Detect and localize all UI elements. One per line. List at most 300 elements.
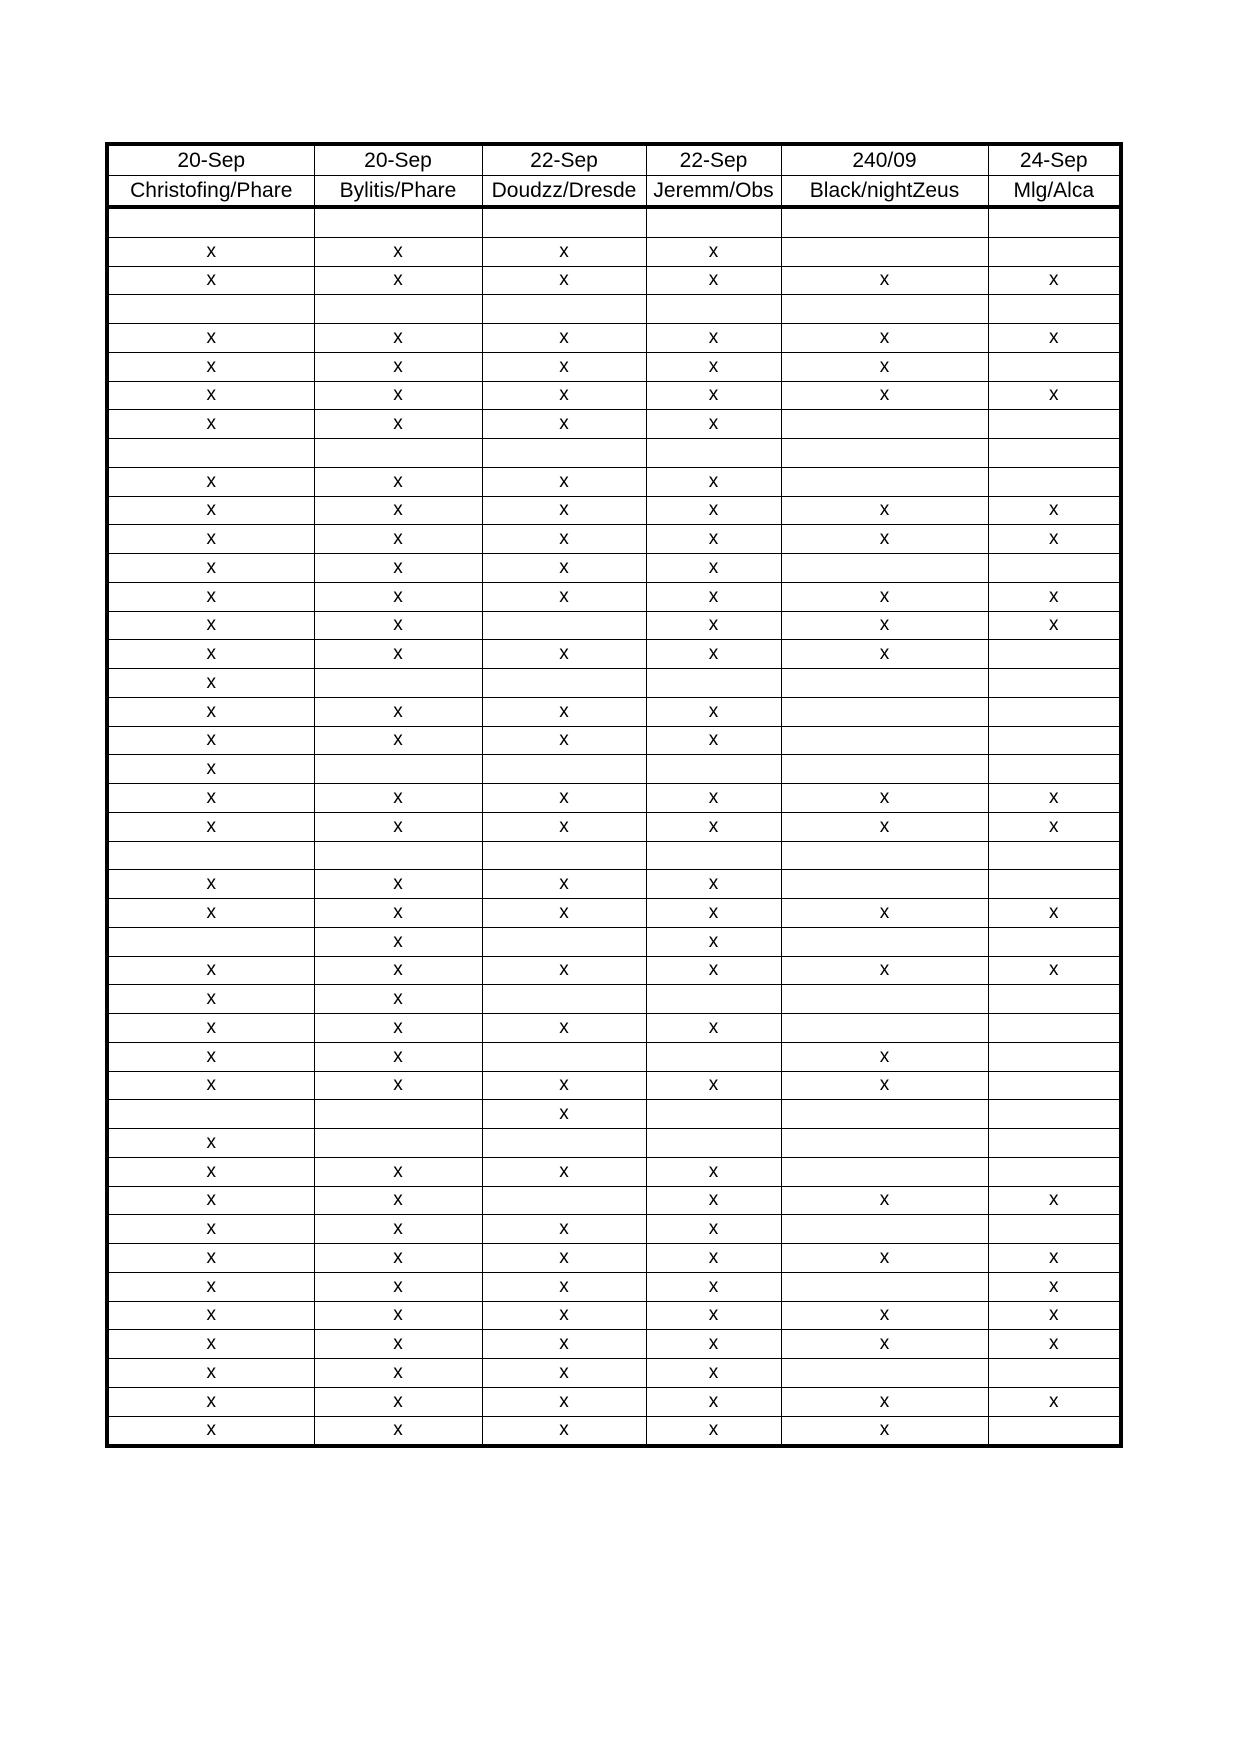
table-cell xyxy=(988,870,1121,899)
table-cell: x xyxy=(107,324,314,353)
table-row xyxy=(107,324,1121,353)
column-name: Bylitis/Phare xyxy=(314,176,482,208)
table-cell: x xyxy=(482,1244,646,1273)
table-cell: x xyxy=(781,1387,988,1416)
table-cell: x xyxy=(107,755,314,784)
column-name: Black/nightZeus xyxy=(781,176,988,208)
table-cell: x xyxy=(107,611,314,640)
table-row xyxy=(107,1330,1121,1359)
table-cell xyxy=(988,985,1121,1014)
table-cell: x xyxy=(314,1157,482,1186)
table-row xyxy=(107,467,1121,496)
table-cell: x xyxy=(646,467,781,496)
table-row xyxy=(107,1416,1121,1446)
table-cell: x xyxy=(781,352,988,381)
table-cell xyxy=(482,927,646,956)
table-cell xyxy=(482,1129,646,1158)
table-row xyxy=(107,352,1121,381)
table-cell: x xyxy=(482,812,646,841)
table-cell: x xyxy=(988,812,1121,841)
table-cell: x xyxy=(482,324,646,353)
table-cell xyxy=(781,207,988,237)
table-cell: x xyxy=(107,1330,314,1359)
table-cell: x xyxy=(107,525,314,554)
table-cell xyxy=(646,1129,781,1158)
column-date: 24-Sep xyxy=(988,144,1121,176)
table-cell: x xyxy=(107,1014,314,1043)
table-cell xyxy=(988,1129,1121,1158)
table-cell xyxy=(781,554,988,583)
table-cell: x xyxy=(988,1272,1121,1301)
table-cell: x xyxy=(646,956,781,985)
table-cell xyxy=(781,1157,988,1186)
table-cell: x xyxy=(107,870,314,899)
table-cell: x xyxy=(781,956,988,985)
table-cell: x xyxy=(781,611,988,640)
table-row xyxy=(107,1215,1121,1244)
table-cell: x xyxy=(482,640,646,669)
table-cell: x xyxy=(482,697,646,726)
table-cell: x xyxy=(988,496,1121,525)
table-cell: x xyxy=(107,784,314,813)
table-cell: x xyxy=(646,1387,781,1416)
table-cell: x xyxy=(781,525,988,554)
table-row xyxy=(107,266,1121,295)
table-cell: x xyxy=(646,1244,781,1273)
table-cell: x xyxy=(314,726,482,755)
table-row xyxy=(107,554,1121,583)
table-cell: x xyxy=(314,1416,482,1446)
table-cell: x xyxy=(107,812,314,841)
table-cell xyxy=(107,1100,314,1129)
table-row xyxy=(107,1359,1121,1388)
table-cell xyxy=(646,1042,781,1071)
table-cell: x xyxy=(646,324,781,353)
table-cell: x xyxy=(646,697,781,726)
table-cell: x xyxy=(781,1071,988,1100)
table-cell: x xyxy=(781,1244,988,1273)
table-cell: x xyxy=(988,784,1121,813)
table-row xyxy=(107,1272,1121,1301)
table-cell: x xyxy=(988,1330,1121,1359)
table-cell: x xyxy=(314,927,482,956)
table-cell: x xyxy=(314,525,482,554)
table-cell: x xyxy=(314,611,482,640)
table-cell: x xyxy=(107,582,314,611)
table-row xyxy=(107,784,1121,813)
table-cell: x xyxy=(107,266,314,295)
table-cell: x xyxy=(646,927,781,956)
table-row xyxy=(107,1157,1121,1186)
table-cell: x xyxy=(646,640,781,669)
table-cell: x xyxy=(107,697,314,726)
table-cell: x xyxy=(781,1042,988,1071)
table-cell: x xyxy=(107,237,314,266)
table-cell xyxy=(482,611,646,640)
table-cell: x xyxy=(781,899,988,928)
table-cell: x xyxy=(482,870,646,899)
table-cell: x xyxy=(314,956,482,985)
table-cell: x xyxy=(314,352,482,381)
table-cell: x xyxy=(314,1071,482,1100)
table-cell xyxy=(107,841,314,870)
table-cell: x xyxy=(646,1301,781,1330)
column-date: 240/09 xyxy=(781,144,988,176)
table-cell xyxy=(482,439,646,468)
table-row xyxy=(107,1244,1121,1273)
table-row xyxy=(107,582,1121,611)
table-cell: x xyxy=(314,1244,482,1273)
table-cell: x xyxy=(314,640,482,669)
table-cell xyxy=(988,1416,1121,1446)
table-cell: x xyxy=(107,554,314,583)
table-row xyxy=(107,410,1121,439)
table-cell xyxy=(988,237,1121,266)
table-cell xyxy=(781,841,988,870)
table-cell: x xyxy=(482,352,646,381)
table-cell xyxy=(781,726,988,755)
column-name: Doudzz/Dresde xyxy=(482,176,646,208)
table-cell: x xyxy=(107,1042,314,1071)
table-cell xyxy=(781,697,988,726)
table-cell xyxy=(781,1100,988,1129)
table-cell: x xyxy=(646,381,781,410)
table-cell: x xyxy=(646,899,781,928)
table-cell: x xyxy=(107,669,314,698)
table-cell: x xyxy=(107,1301,314,1330)
table-cell: x xyxy=(646,870,781,899)
table-cell: x xyxy=(646,1014,781,1043)
table-cell xyxy=(781,1129,988,1158)
attendance-table xyxy=(105,142,1123,1448)
table-cell: x xyxy=(482,381,646,410)
table-cell: x xyxy=(314,1301,482,1330)
table-cell: x xyxy=(107,726,314,755)
table-cell: x xyxy=(988,525,1121,554)
table-cell xyxy=(482,841,646,870)
table-cell: x xyxy=(107,1157,314,1186)
table-cell xyxy=(988,640,1121,669)
table-cell xyxy=(988,352,1121,381)
table-row xyxy=(107,870,1121,899)
table-cell: x xyxy=(781,381,988,410)
table-cell xyxy=(107,439,314,468)
table-cell: x xyxy=(646,1330,781,1359)
table-cell: x xyxy=(107,496,314,525)
table-cell: x xyxy=(314,324,482,353)
table-cell: x xyxy=(314,870,482,899)
table-row xyxy=(107,669,1121,698)
table-cell xyxy=(988,1042,1121,1071)
table-row xyxy=(107,381,1121,410)
table-cell: x xyxy=(482,1301,646,1330)
header-row-names xyxy=(107,176,1121,208)
table-cell: x xyxy=(646,1416,781,1446)
column-date: 20-Sep xyxy=(314,144,482,176)
table-cell: x xyxy=(646,582,781,611)
table-row xyxy=(107,1100,1121,1129)
table-cell: x xyxy=(107,1129,314,1158)
table-cell xyxy=(988,207,1121,237)
table-cell: x xyxy=(482,1157,646,1186)
table-cell: x xyxy=(107,467,314,496)
table-cell: x xyxy=(107,410,314,439)
table-cell xyxy=(107,295,314,324)
table-cell xyxy=(781,927,988,956)
table-cell xyxy=(314,669,482,698)
table-cell: x xyxy=(107,1244,314,1273)
table-cell: x xyxy=(314,1330,482,1359)
table-cell: x xyxy=(482,1215,646,1244)
table-cell xyxy=(988,927,1121,956)
table-cell xyxy=(781,669,988,698)
table-cell: x xyxy=(482,1416,646,1446)
table-cell: x xyxy=(107,1071,314,1100)
table-cell: x xyxy=(482,1014,646,1043)
table-row xyxy=(107,295,1121,324)
column-name: Christofing/Phare xyxy=(107,176,314,208)
table-row xyxy=(107,1186,1121,1215)
table-row xyxy=(107,237,1121,266)
table-cell: x xyxy=(107,640,314,669)
table-body xyxy=(107,207,1121,1446)
table-cell xyxy=(781,237,988,266)
table-cell: x xyxy=(988,324,1121,353)
table-cell: x xyxy=(314,467,482,496)
table-cell xyxy=(781,755,988,784)
table-cell: x xyxy=(107,352,314,381)
table-cell: x xyxy=(646,611,781,640)
table-cell: x xyxy=(646,266,781,295)
table-cell xyxy=(781,439,988,468)
table-cell: x xyxy=(314,1272,482,1301)
table-row xyxy=(107,812,1121,841)
table-cell: x xyxy=(781,1330,988,1359)
table-cell: x xyxy=(646,784,781,813)
table-cell: x xyxy=(781,640,988,669)
table-cell xyxy=(988,1071,1121,1100)
table-row xyxy=(107,439,1121,468)
table-cell xyxy=(988,1215,1121,1244)
table-cell: x xyxy=(482,554,646,583)
table-cell xyxy=(988,1157,1121,1186)
table-row xyxy=(107,755,1121,784)
table-cell: x xyxy=(314,554,482,583)
table-cell: x xyxy=(988,266,1121,295)
table-cell: x xyxy=(482,266,646,295)
header-row-dates xyxy=(107,144,1121,176)
table-row xyxy=(107,207,1121,237)
table-cell: x xyxy=(646,525,781,554)
table-row xyxy=(107,496,1121,525)
table-cell: x xyxy=(107,956,314,985)
table-cell xyxy=(646,755,781,784)
table-cell: x xyxy=(482,1100,646,1129)
table-cell: x xyxy=(646,496,781,525)
table-cell: x xyxy=(988,1244,1121,1273)
table-cell xyxy=(988,1100,1121,1129)
table-cell xyxy=(646,439,781,468)
table-cell: x xyxy=(988,956,1121,985)
table-cell: x xyxy=(314,784,482,813)
table-row xyxy=(107,1042,1121,1071)
table-cell: x xyxy=(988,1301,1121,1330)
table-row xyxy=(107,1129,1121,1158)
table-cell xyxy=(646,1100,781,1129)
table-cell xyxy=(482,669,646,698)
table-cell: x xyxy=(988,381,1121,410)
table-cell xyxy=(988,669,1121,698)
table-cell: x xyxy=(314,985,482,1014)
table-cell xyxy=(988,755,1121,784)
table-cell xyxy=(988,295,1121,324)
table-cell: x xyxy=(482,467,646,496)
table-cell: x xyxy=(107,1215,314,1244)
table-cell xyxy=(988,1359,1121,1388)
table-cell xyxy=(314,1100,482,1129)
column-name: Mlg/Alca xyxy=(988,176,1121,208)
table-cell xyxy=(781,1359,988,1388)
table-cell xyxy=(988,554,1121,583)
table-cell xyxy=(988,410,1121,439)
attendance-sheet xyxy=(105,142,1119,1448)
table-cell: x xyxy=(781,1186,988,1215)
table-cell: x xyxy=(646,1186,781,1215)
table-cell: x xyxy=(646,1272,781,1301)
table-row xyxy=(107,985,1121,1014)
table-cell xyxy=(781,295,988,324)
table-row xyxy=(107,841,1121,870)
table-row xyxy=(107,1071,1121,1100)
table-cell: x xyxy=(781,1301,988,1330)
table-cell: x xyxy=(781,496,988,525)
table-cell xyxy=(988,439,1121,468)
table-cell xyxy=(646,985,781,1014)
table-cell: x xyxy=(314,899,482,928)
table-row xyxy=(107,927,1121,956)
table-cell xyxy=(107,207,314,237)
table-cell xyxy=(482,755,646,784)
table-cell: x xyxy=(646,1215,781,1244)
table-cell: x xyxy=(482,899,646,928)
table-cell: x xyxy=(482,1272,646,1301)
table-row xyxy=(107,525,1121,554)
table-row xyxy=(107,697,1121,726)
table-cell: x xyxy=(781,324,988,353)
table-cell: x xyxy=(482,410,646,439)
table-cell: x xyxy=(781,266,988,295)
table-cell: x xyxy=(646,352,781,381)
table-cell: x xyxy=(314,812,482,841)
column-date: 22-Sep xyxy=(646,144,781,176)
table-cell xyxy=(781,870,988,899)
table-cell: x xyxy=(646,726,781,755)
table-row xyxy=(107,611,1121,640)
table-cell xyxy=(646,207,781,237)
table-cell xyxy=(781,985,988,1014)
table-cell: x xyxy=(482,784,646,813)
table-cell: x xyxy=(988,1186,1121,1215)
table-cell xyxy=(482,985,646,1014)
table-cell: x xyxy=(314,410,482,439)
table-cell xyxy=(314,755,482,784)
table-cell xyxy=(781,410,988,439)
table-cell: x xyxy=(314,582,482,611)
table-cell xyxy=(646,295,781,324)
table-row xyxy=(107,1301,1121,1330)
table-cell xyxy=(988,726,1121,755)
table-cell: x xyxy=(482,237,646,266)
table-cell xyxy=(482,207,646,237)
table-cell: x xyxy=(646,812,781,841)
table-cell: x xyxy=(107,899,314,928)
table-cell: x xyxy=(781,784,988,813)
table-cell: x xyxy=(781,812,988,841)
table-cell: x xyxy=(314,1215,482,1244)
table-cell: x xyxy=(314,1387,482,1416)
table-cell: x xyxy=(482,582,646,611)
table-cell xyxy=(314,439,482,468)
table-cell xyxy=(314,207,482,237)
table-cell xyxy=(988,697,1121,726)
table-row xyxy=(107,1014,1121,1043)
table-cell: x xyxy=(988,899,1121,928)
table-cell xyxy=(646,841,781,870)
table-cell: x xyxy=(988,611,1121,640)
table-cell xyxy=(482,1042,646,1071)
table-cell: x xyxy=(107,1359,314,1388)
table-cell xyxy=(314,1129,482,1158)
table-row xyxy=(107,726,1121,755)
table-cell: x xyxy=(314,266,482,295)
table-cell: x xyxy=(646,1157,781,1186)
table-cell: x xyxy=(314,496,482,525)
table-row xyxy=(107,956,1121,985)
table-cell: x xyxy=(314,381,482,410)
table-cell: x xyxy=(646,237,781,266)
table-cell: x xyxy=(107,381,314,410)
table-cell xyxy=(988,467,1121,496)
table-cell: x xyxy=(781,582,988,611)
table-cell: x xyxy=(314,1186,482,1215)
table-cell xyxy=(781,1215,988,1244)
table-cell xyxy=(988,1014,1121,1043)
column-name: Jeremm/Obs xyxy=(646,176,781,208)
table-cell xyxy=(482,1186,646,1215)
table-cell: x xyxy=(314,237,482,266)
table-cell: x xyxy=(646,554,781,583)
table-cell: x xyxy=(482,1387,646,1416)
table-cell: x xyxy=(314,1014,482,1043)
column-date: 20-Sep xyxy=(107,144,314,176)
table-cell: x xyxy=(314,697,482,726)
table-cell: x xyxy=(107,1272,314,1301)
table-row xyxy=(107,899,1121,928)
table-cell xyxy=(781,1014,988,1043)
table-row xyxy=(107,1387,1121,1416)
table-cell: x xyxy=(314,1042,482,1071)
table-cell: x xyxy=(482,726,646,755)
table-cell: x xyxy=(107,1416,314,1446)
table-cell: x xyxy=(482,1359,646,1388)
table-cell xyxy=(107,927,314,956)
table-cell: x xyxy=(107,985,314,1014)
table-cell: x xyxy=(482,1330,646,1359)
table-row xyxy=(107,640,1121,669)
table-cell: x xyxy=(781,1416,988,1446)
table-cell xyxy=(781,467,988,496)
table-cell xyxy=(482,295,646,324)
